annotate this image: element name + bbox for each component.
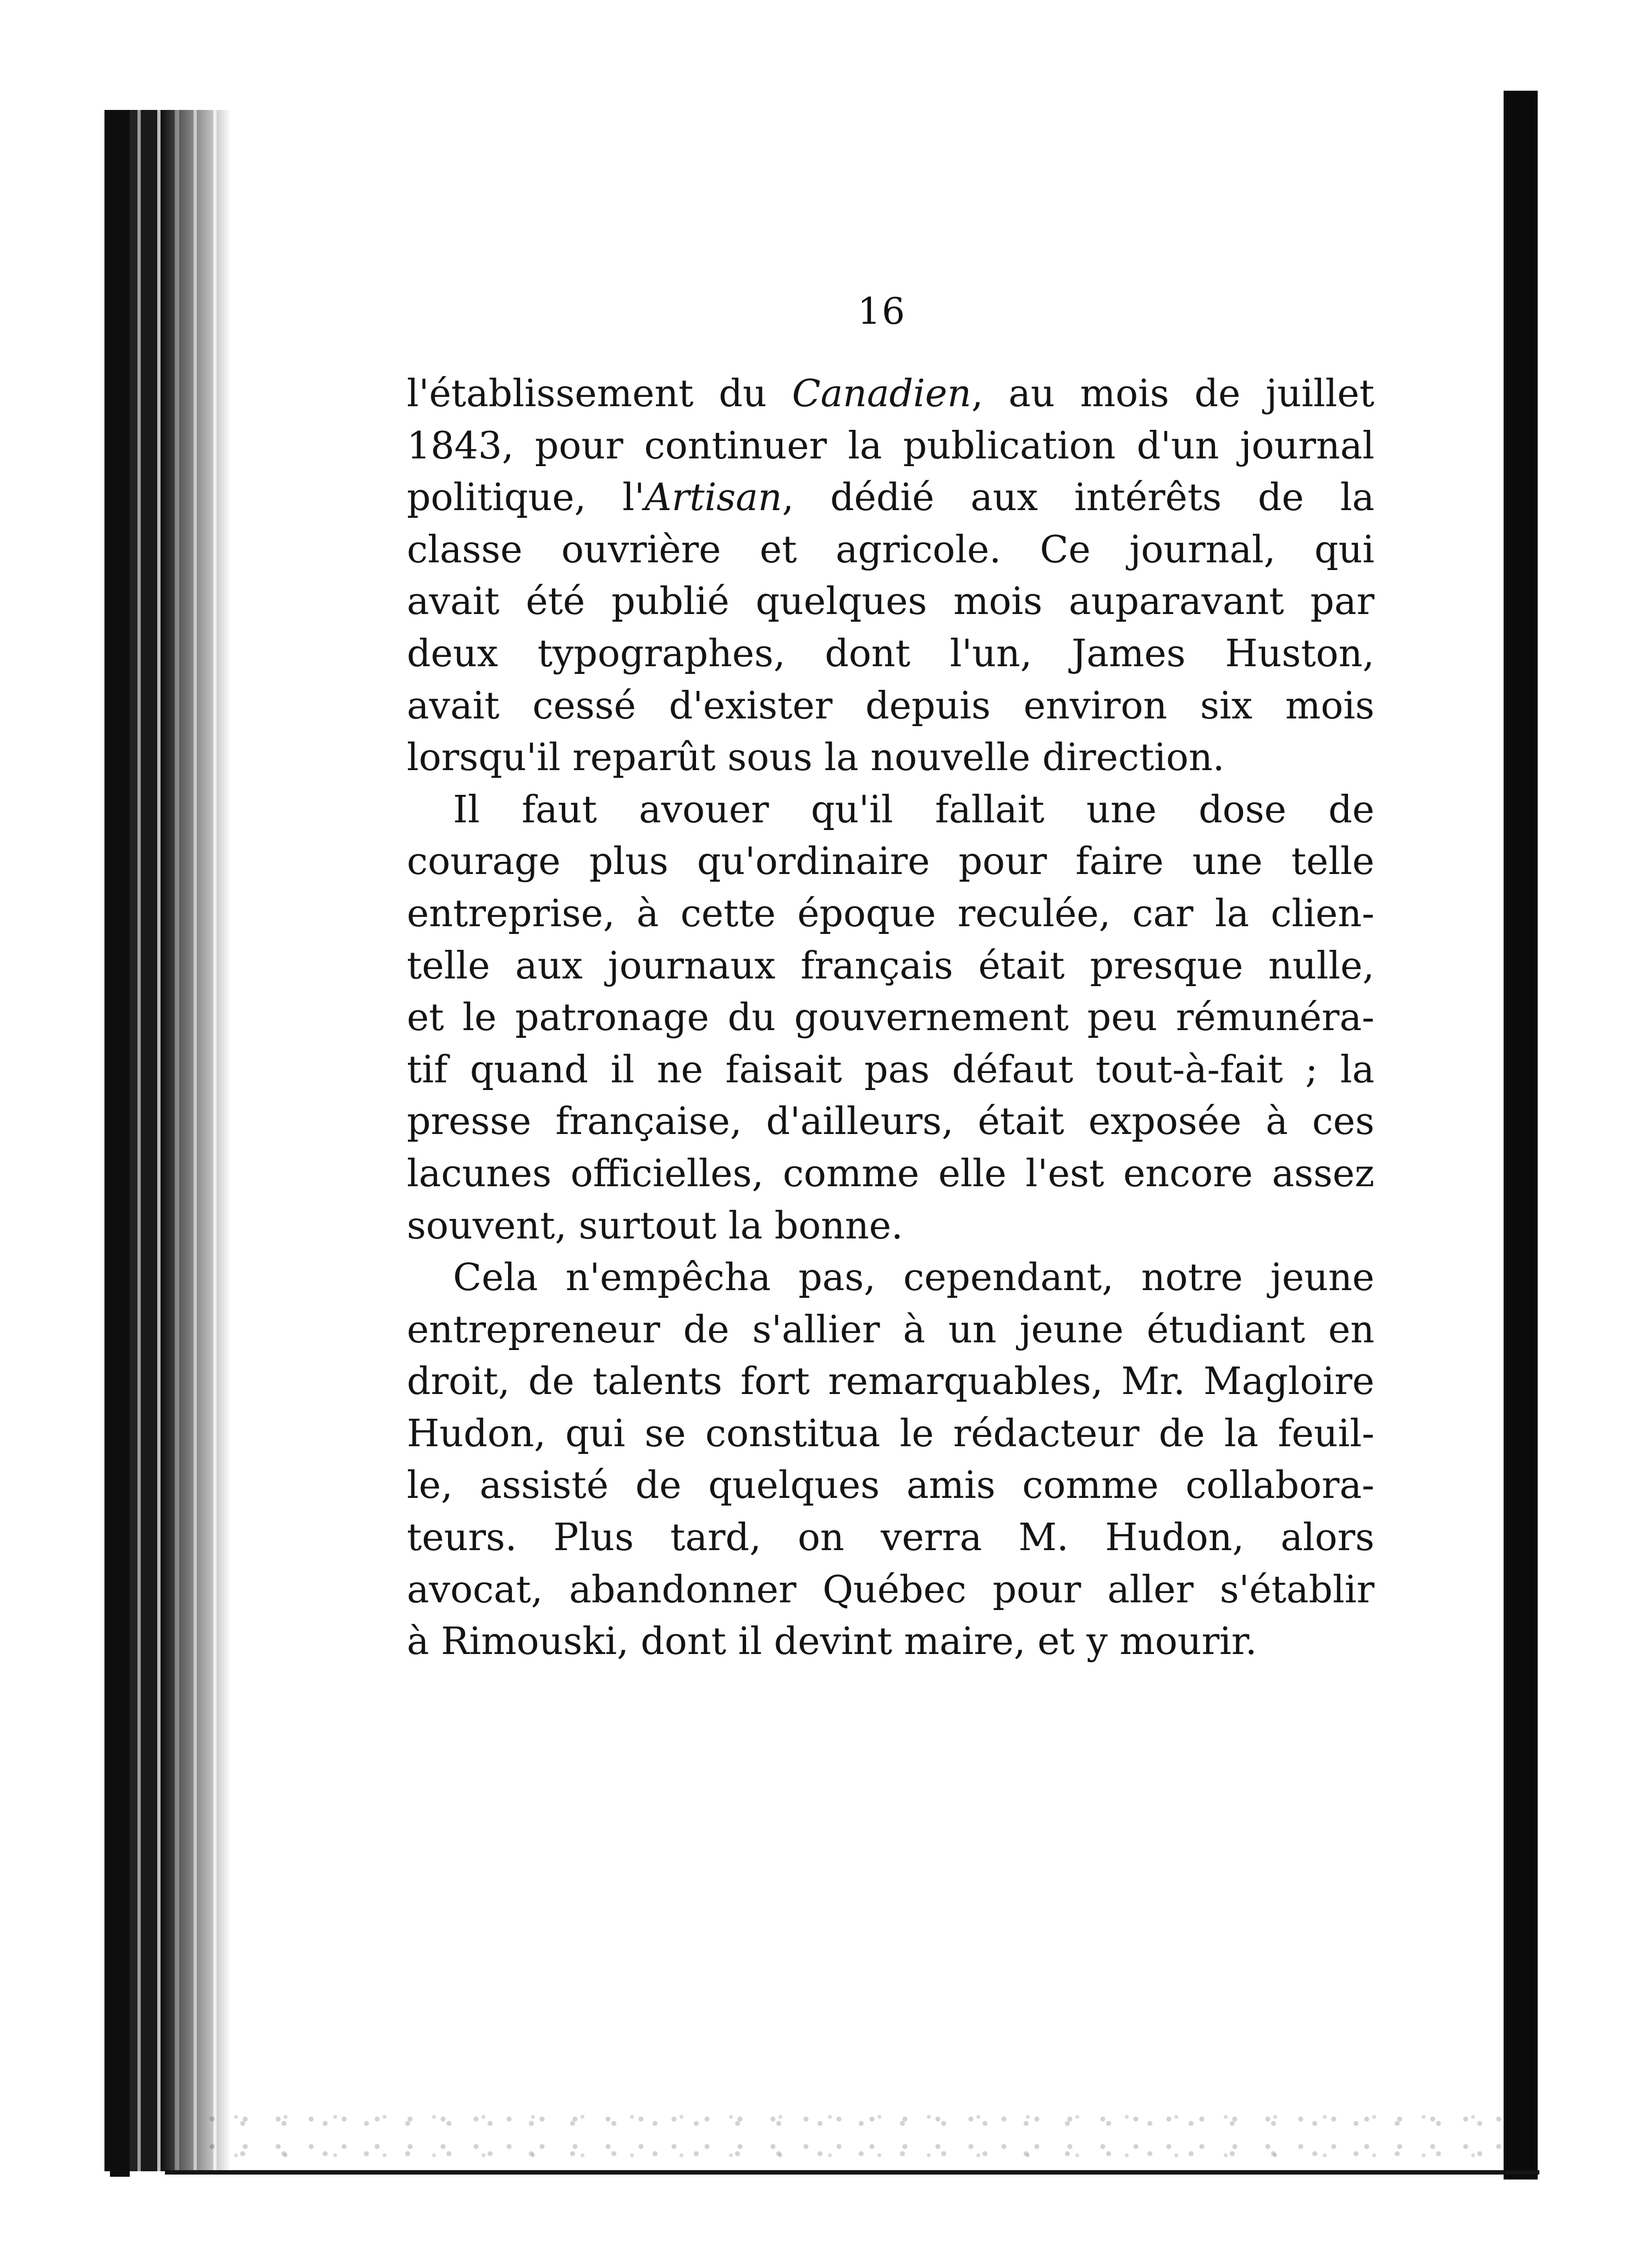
- paragraph: [407, 784, 1374, 1252]
- italic-title: Canadien: [792, 372, 971, 416]
- text-line: Hudon, qui se constitua le rédacteur de la feuil-: [407, 1412, 1374, 1456]
- text-line: avait été publié quelques mois auparavant par: [407, 580, 1374, 624]
- text-line: le, assisté de quelques amis comme collabora-: [407, 1464, 1374, 1508]
- text-line: politique, l'Artisan, dédié aux intérêts de la: [407, 476, 1374, 520]
- text-line: teurs. Plus tard, on verra M. Hudon, alors: [407, 1516, 1374, 1560]
- text-line: Il faut avouer qu'il fallait une dose de: [453, 788, 1374, 832]
- scan-speckle: [209, 2105, 1517, 2166]
- text-line: 1843, pour continuer la publication d'un journal: [407, 424, 1374, 468]
- text-line: avait cessé d'exister depuis environ six mois: [407, 684, 1374, 728]
- italic-title: Artisan: [644, 476, 782, 520]
- text-line: tif quand il ne faisait pas défaut tout-à-fait ; la: [407, 1048, 1374, 1092]
- text-line: courage plus qu'ordinaire pour faire une telle: [407, 840, 1374, 884]
- text-line: droit, de talents fort remarquables, Mr. Magloire: [407, 1360, 1374, 1404]
- body-text: [407, 368, 1374, 1668]
- scan-binding-edge: [110, 110, 130, 2177]
- text-line: lacunes officielles, comme elle l'est encore assez: [407, 1152, 1374, 1196]
- text-line: lorsqu'il reparût sous la nouvelle direction.: [407, 736, 1225, 780]
- text-line: Cela n'empêcha pas, cependant, notre jeune: [453, 1256, 1374, 1300]
- text-line: telle aux journaux français était presque nulle,: [407, 944, 1374, 988]
- text-line: avocat, abandonner Québec pour aller s'établir: [407, 1568, 1374, 1612]
- text-line: classe ouvrière et agricole. Ce journal, qui: [407, 528, 1374, 572]
- page-number: 16: [858, 290, 906, 333]
- text-line: entreprise, à cette époque reculée, car la clien-: [407, 892, 1374, 936]
- scan-bottom-edge: [165, 2170, 1539, 2175]
- text-line: presse française, d'ailleurs, était exposée à ces: [407, 1100, 1374, 1144]
- text-line: à Rimouski, dont il devint maire, et y mourir.: [407, 1620, 1257, 1664]
- text-line: entrepreneur de s'allier à un jeune étudiant en: [407, 1308, 1374, 1352]
- text-line: deux typographes, dont l'un, James Huston,: [407, 632, 1374, 676]
- scan-right-edge: [1504, 91, 1538, 2180]
- paragraph: [407, 368, 1374, 784]
- text-line: l'établissement du Canadien, au mois de juillet: [407, 372, 1374, 416]
- text-line: souvent, surtout la bonne.: [407, 1204, 903, 1248]
- paragraph: [407, 1252, 1374, 1668]
- text-line: et le patronage du gouvernement peu rémunéra-: [407, 996, 1374, 1040]
